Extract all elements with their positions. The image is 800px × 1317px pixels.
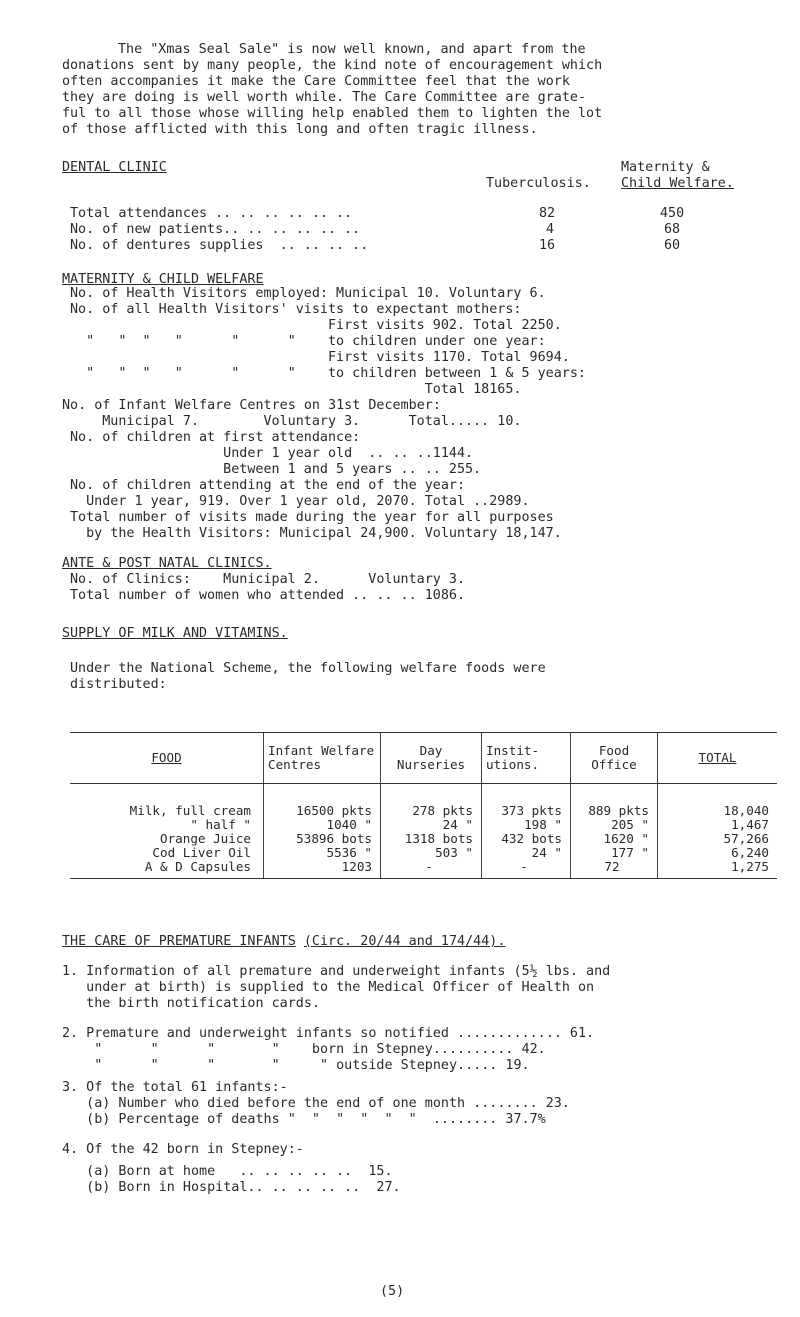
antenatal-line: No. of Clinics: Municipal 2. Voluntary 3. bbox=[70, 572, 466, 587]
table-cell: - bbox=[482, 860, 571, 879]
table-row bbox=[70, 860, 777, 879]
milk-line: Under the National Scheme, the following welfare foods were bbox=[70, 661, 546, 676]
intro-line: The "Xmas Seal Sale" is now well known, and apart from the bbox=[118, 42, 586, 57]
premature-line: (b) Percentage of deaths " " " " " " ........ 37.7% bbox=[62, 1112, 546, 1127]
premature-heading-line bbox=[62, 934, 505, 950]
dental-row-value: 4 bbox=[546, 222, 555, 237]
maternity-line: " " " " " " to children between 1 & 5 years: bbox=[70, 366, 586, 381]
table-cell: 373 pkts bbox=[482, 784, 571, 819]
table-cell: 278 pkts bbox=[381, 784, 482, 819]
column-header: Food Office bbox=[571, 733, 658, 784]
dental-col-maternity-2: Child Welfare. bbox=[621, 176, 734, 191]
premature-line: 4. Of the 42 born in Stepney:- bbox=[62, 1142, 304, 1157]
table-cell: A & D Capsules bbox=[70, 860, 264, 879]
table-cell: 1040 " bbox=[264, 818, 381, 832]
table-cell: Cod Liver Oil bbox=[152, 845, 251, 860]
column-header: Infant Welfare Centres bbox=[264, 733, 381, 784]
table-cell: - bbox=[381, 860, 482, 879]
table-cell: 24 " bbox=[381, 818, 482, 832]
intro-line: often accompanies it make the Care Committee feel that the work bbox=[62, 74, 570, 89]
table-cell: 889 pkts bbox=[571, 784, 658, 819]
maternity-line: First visits 902. Total 2250. bbox=[70, 318, 562, 333]
dental-col-maternity-1: Maternity & bbox=[621, 160, 710, 175]
maternity-line: Under 1 year old .. .. ..1144. bbox=[70, 446, 474, 461]
antenatal-line: Total number of women who attended .. .. .. 1086. bbox=[70, 588, 466, 603]
page-number: (5) bbox=[380, 1284, 405, 1299]
premature-line: (a) Born at home .. .. .. .. .. 15. bbox=[62, 1164, 393, 1179]
premature-heading: THE CARE OF PREMATURE INFANTS bbox=[62, 934, 296, 949]
column-header: TOTAL bbox=[658, 733, 778, 784]
dental-row-label: No. of dentures supplies .. .. .. .. bbox=[70, 238, 369, 253]
table-cell: 5536 " bbox=[264, 846, 381, 860]
table-cell: 53896 bots bbox=[264, 832, 381, 846]
maternity-line: No. of Health Visitors employed: Municipal 10. Voluntary 6. bbox=[70, 286, 546, 301]
table-cell: 205 " bbox=[571, 818, 658, 832]
dental-row-value: 60 bbox=[664, 238, 681, 253]
maternity-line: No. of children at first attendance: bbox=[70, 430, 361, 445]
table-header-row bbox=[70, 733, 777, 784]
premature-line: " " " " born in Stepney.......... 42. bbox=[62, 1042, 546, 1057]
maternity-line: Municipal 7. Voluntary 3. Total..... 10. bbox=[70, 414, 522, 429]
table-cell: 503 " bbox=[381, 846, 482, 860]
intro-line: ful to all those whose willing help enabled them to lighten the lot bbox=[62, 106, 603, 121]
column-header: Day Nurseries bbox=[381, 733, 482, 784]
maternity-line: Total number of visits made during the year for all purposes bbox=[70, 510, 554, 525]
table-cell: 1318 bots bbox=[381, 832, 482, 846]
maternity-line: Between 1 and 5 years .. .. 255. bbox=[70, 462, 482, 477]
table-cell: 18,040 bbox=[658, 784, 778, 819]
table-cell: 24 " bbox=[482, 846, 571, 860]
table-cell: Milk, full cream bbox=[129, 803, 251, 818]
premature-line: 2. Premature and underweight infants so notified ............. 61. bbox=[62, 1026, 595, 1041]
table-row bbox=[70, 818, 777, 832]
table-cell: 72 bbox=[571, 860, 658, 879]
dental-row-label: Total attendances .. .. .. .. .. .. bbox=[70, 206, 353, 221]
maternity-line: by the Health Visitors: Municipal 24,900. Voluntary 18,147. bbox=[70, 526, 562, 541]
table-cell: 198 " bbox=[482, 818, 571, 832]
maternity-line: First visits 1170. Total 9694. bbox=[70, 350, 570, 365]
intro-line: donations sent by many people, the kind note of encouragement which bbox=[62, 58, 603, 73]
table-cell: 16500 pkts bbox=[264, 784, 381, 819]
maternity-line: Under 1 year, 919. Over 1 year old, 2070. Total ..2989. bbox=[70, 494, 530, 509]
maternity-line: No. of children attending at the end of the year: bbox=[70, 478, 466, 493]
maternity-line: " " " " " " to children under one year: bbox=[70, 334, 546, 349]
dental-row-value: 450 bbox=[660, 206, 685, 221]
table-cell: 1620 " bbox=[571, 832, 658, 846]
premature-line: 1. Information of all premature and underweight infants (5½ lbs. and bbox=[62, 964, 611, 979]
premature-line: (a) Number who died before the end of one month ........ 23. bbox=[62, 1096, 570, 1111]
maternity-heading: MATERNITY & CHILD WELFARE bbox=[62, 272, 264, 287]
antenatal-heading: ANTE & POST NATAL CLINICS. bbox=[62, 556, 272, 571]
table-row bbox=[70, 832, 777, 846]
table-row bbox=[70, 784, 777, 819]
milk-heading: SUPPLY OF MILK AND VITAMINS. bbox=[62, 626, 288, 641]
column-header: Instit- utions. bbox=[482, 733, 571, 784]
table-cell: Orange Juice bbox=[160, 831, 251, 846]
dental-col-tuberculosis: Tuberculosis. bbox=[486, 176, 591, 191]
table-cell: 57,266 bbox=[658, 832, 778, 846]
welfare-foods-table bbox=[70, 732, 777, 879]
table-cell: 1203 bbox=[264, 860, 381, 879]
table-cell: 6,240 bbox=[658, 846, 778, 860]
maternity-line: No. of Infant Welfare Centres on 31st December: bbox=[62, 398, 441, 413]
table-cell: " half " bbox=[190, 817, 251, 832]
premature-line: " " " " " outside Stepney..... 19. bbox=[62, 1058, 530, 1073]
premature-line: the birth notification cards. bbox=[62, 996, 320, 1011]
column-header: FOOD bbox=[70, 733, 264, 784]
table-cell: 432 bots bbox=[482, 832, 571, 846]
premature-line: (b) Born in Hospital.. .. .. .. .. 27. bbox=[62, 1180, 401, 1195]
maternity-line: No. of all Health Visitors' visits to expectant mothers: bbox=[70, 302, 522, 317]
maternity-line: Total 18165. bbox=[70, 382, 522, 397]
table-row bbox=[70, 846, 777, 860]
dental-heading: DENTAL CLINIC bbox=[62, 160, 167, 175]
dental-row-label: No. of new patients.. .. .. .. .. .. bbox=[70, 222, 361, 237]
dental-row-value: 82 bbox=[539, 206, 556, 221]
intro-line: they are doing is well worth while. The Care Committee are grate- bbox=[62, 90, 587, 105]
table-cell: 177 " bbox=[571, 846, 658, 860]
dental-row-value: 16 bbox=[539, 238, 556, 253]
premature-line: under at birth) is supplied to the Medical Officer of Health on bbox=[62, 980, 595, 995]
table-cell: 1,275 bbox=[658, 860, 778, 879]
table-cell: 1,467 bbox=[658, 818, 778, 832]
premature-line: 3. Of the total 61 infants:- bbox=[62, 1080, 288, 1095]
premature-circular: (Circ. 20/44 and 174/44). bbox=[303, 934, 506, 949]
milk-line: distributed: bbox=[70, 677, 167, 692]
intro-line: of those afflicted with this long and often tragic illness. bbox=[62, 122, 538, 137]
dental-row-value: 68 bbox=[664, 222, 681, 237]
